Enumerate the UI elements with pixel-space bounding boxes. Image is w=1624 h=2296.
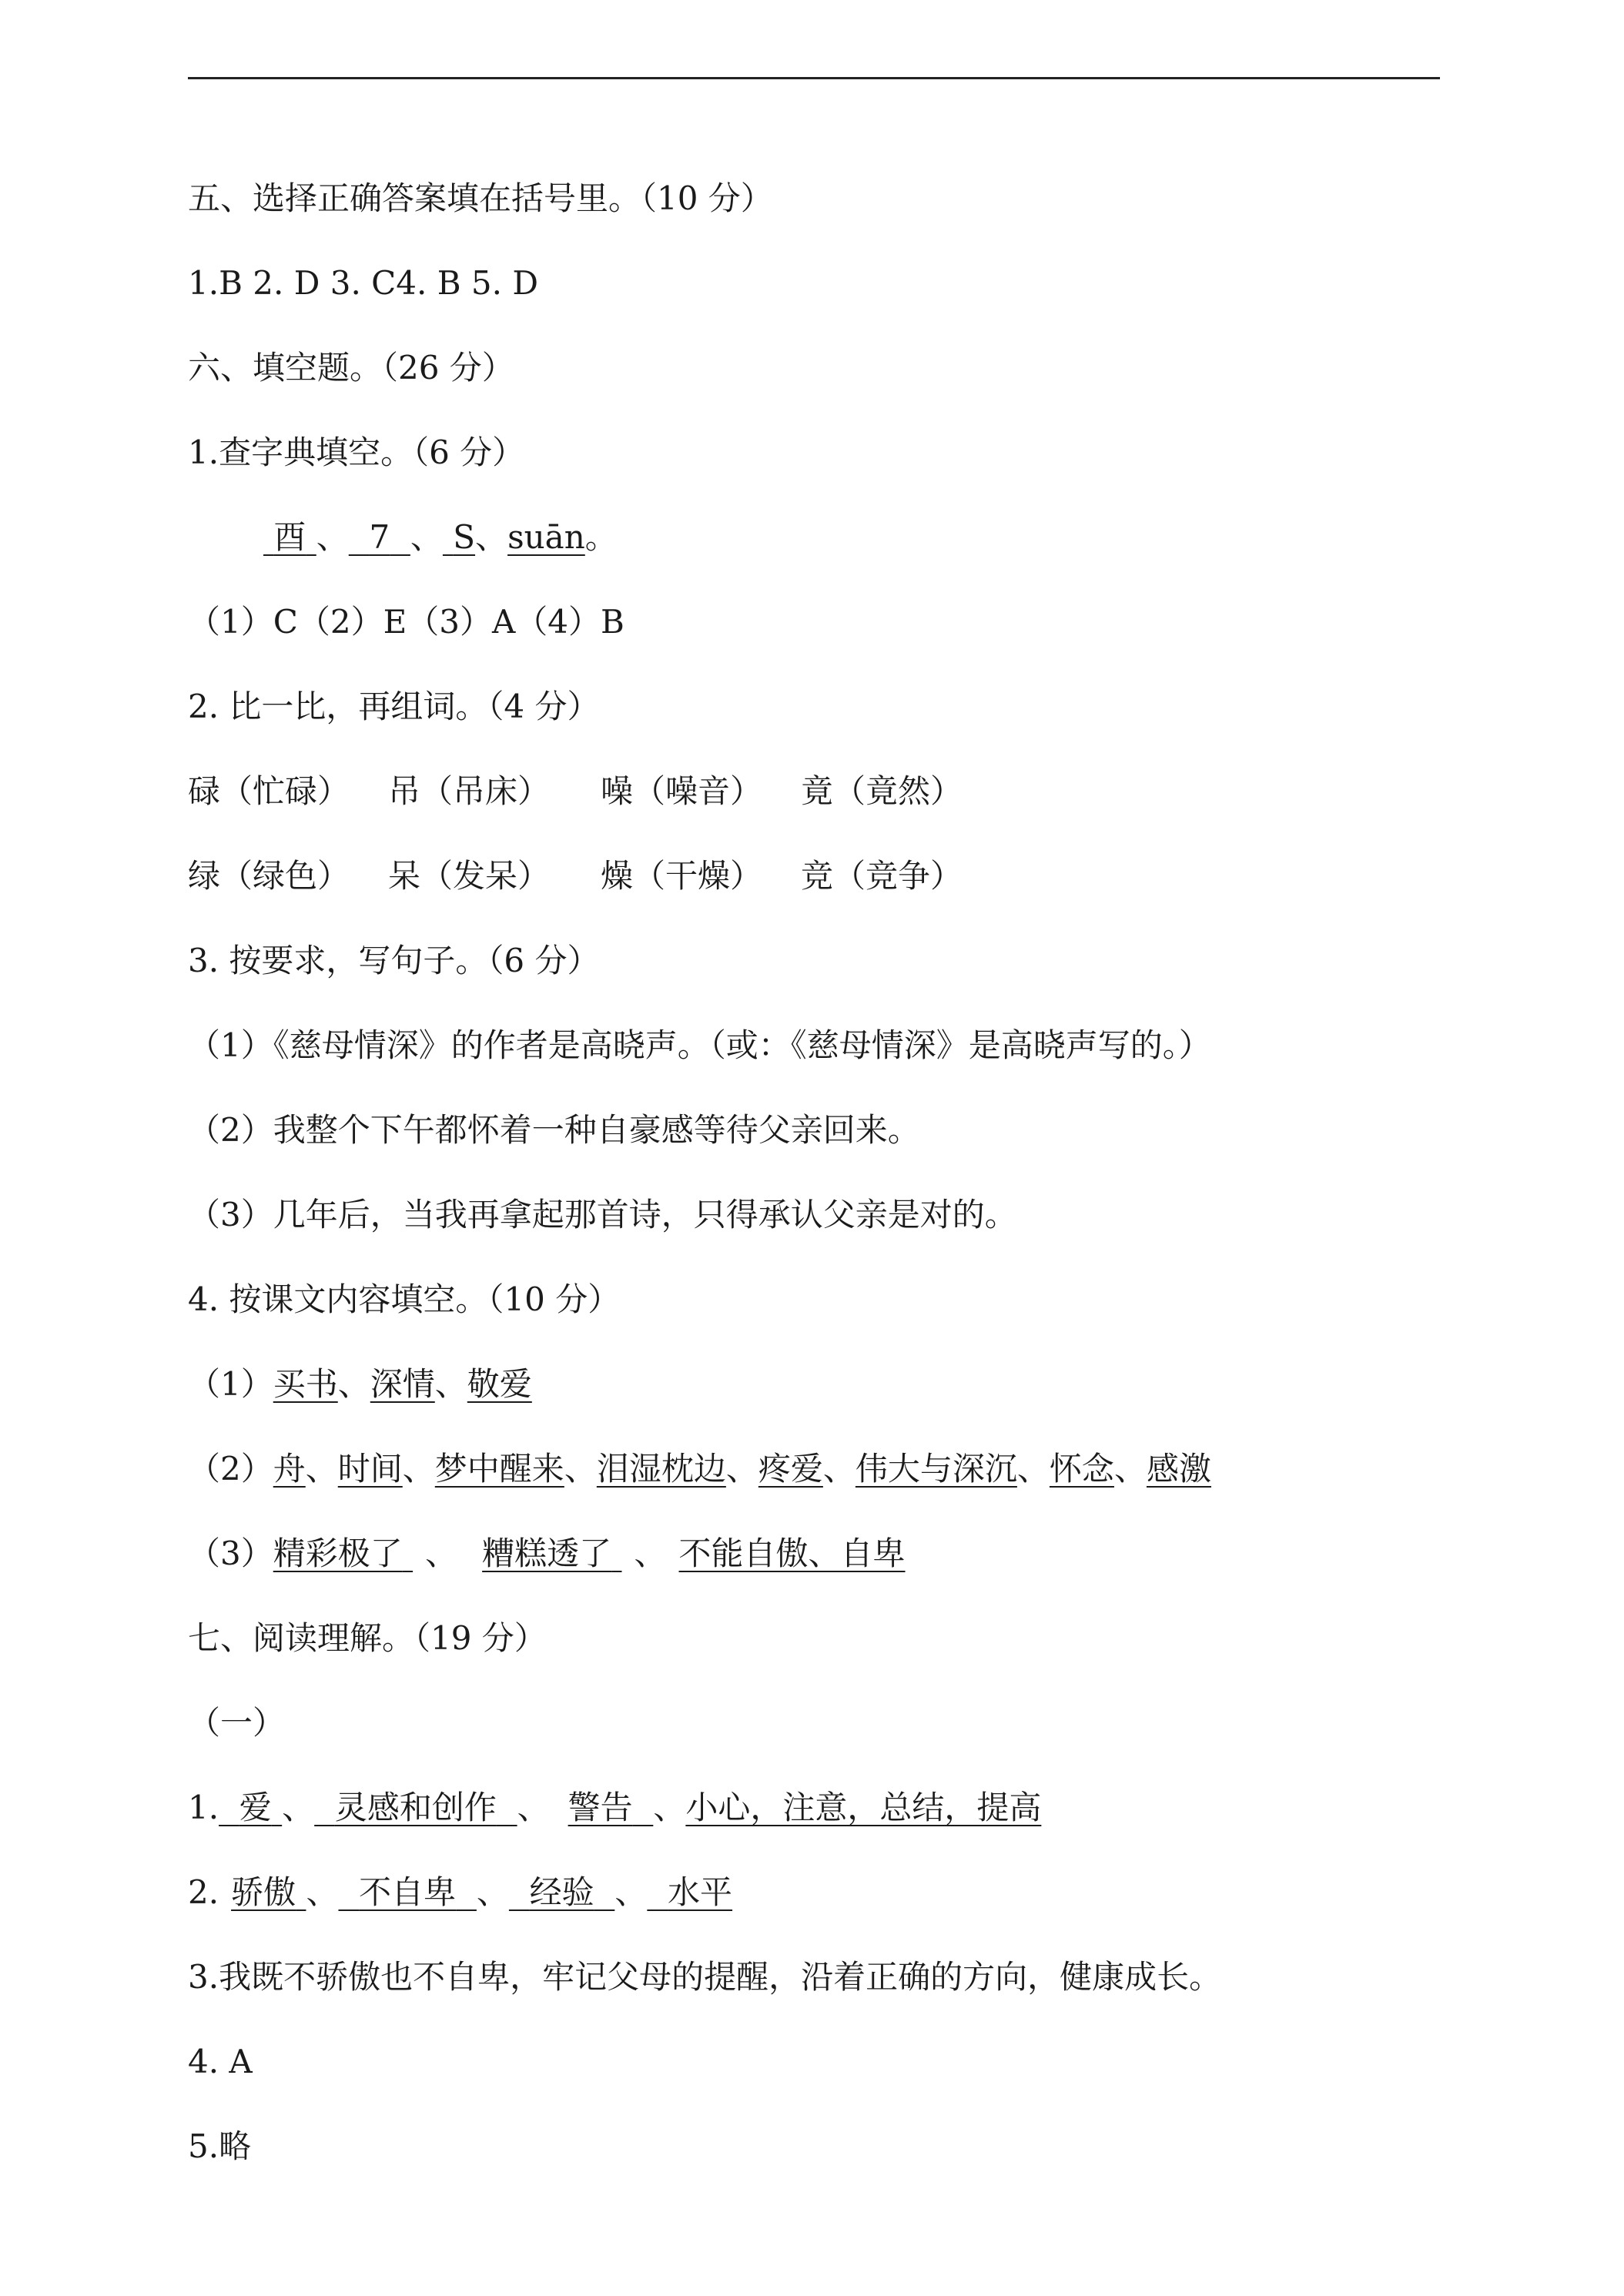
word-pair: 碌（忙碌） [188,772,350,810]
q2-title: 2. 比一比，再组词。（4 分） [188,688,600,725]
blank-radical: 酉 [273,518,306,556]
filled-blank: 深情 [370,1365,435,1403]
reading-q4: 4. A [188,2043,253,2080]
q1-answers: （1）C（2）E（3）A（4）B [188,603,624,641]
section-7-title: 七、阅读理解。（19 分） [188,1619,547,1657]
filled-blank: 不自卑 [359,1873,457,1911]
filled-blank: 感激 [1146,1450,1211,1488]
filled-blank: 小心，注意，总结，提高 [685,1789,1042,1826]
filled-blank: 经验 [529,1873,594,1911]
filled-blank: 水平 [668,1873,733,1911]
q3-title: 3. 按要求，写句子。（6 分） [188,942,600,979]
word-pair: 噪（噪音） [601,772,763,810]
q4-row-2: （2）舟、时间、梦中醒来、泪湿枕边、疼爱、伟大与深沉、怀念、感激 [188,1450,1211,1488]
q4-row-3: （3）精彩极了 、 糟糕透了 、 不能自傲、自卑 [188,1535,906,1572]
filled-blank: 爱 [239,1789,272,1826]
reading-q1-row: 1. 爱 、 灵感和创作 、 警告 、小心，注意，总结，提高 [188,1789,1042,1826]
blank-pinyin: suān [507,518,585,556]
q4-row-1: （1）买书、深情、敬爱 [188,1365,532,1403]
filled-blank: 敬爱 [467,1365,532,1403]
q2-row-2 [188,853,963,899]
filled-blank: 怀念 [1049,1450,1114,1488]
section-5-answers: 1.B 2. D 3. C4. B 5. D [188,264,539,302]
reading-q3: 3.我既不骄傲也不自卑，牢记父母的提醒，沿着正确的方向，健康成长。 [188,1958,1222,1996]
filled-blank: 买书 [273,1365,338,1403]
reading-q2-row: 2. 骄傲 、 不自卑 、 经验 、 水平 [188,1873,733,1911]
word-pair: 呆（发呆） [388,857,551,895]
filled-blank: 灵感和创作 [334,1789,497,1826]
q2-row-1 [188,768,963,815]
q1-title: 1.查字典填空。（6 分） [188,433,525,471]
word-pair: 吊（吊床） [388,772,551,810]
q4-title: 4. 按课文内容填空。（10 分） [188,1280,621,1318]
section-6-title: 六、填空题。（26 分） [188,349,514,387]
q3-answer-2: （2）我整个下午都怀着一种自豪感等待父亲回来。 [188,1111,920,1149]
filled-blank: 糟糕透了 [482,1535,612,1572]
filled-blank: 警告 [568,1789,633,1826]
q1-blanks-row: 酉 、 7 、 S、suān。 [263,514,618,561]
reading-q5: 5.略 [188,2127,252,2165]
filled-blank: 时间 [337,1450,403,1488]
reading-part-1: （一） [188,1704,286,1742]
filled-blank: 精彩极了 [273,1535,403,1572]
word-pair: 竟（竟然） [801,772,963,810]
q3-answer-1: （1）《慈母情深》的作者是高晓声。（或：《慈母情深》是高晓声写的。） [188,1026,1211,1064]
word-pair: 绿（绿色） [188,857,350,895]
filled-blank: 不能自傲、自卑 [678,1535,906,1572]
word-pair: 燥（干燥） [601,857,763,895]
filled-blank: 伟大与深沉 [855,1450,1017,1488]
filled-blank: 疼爱 [758,1450,823,1488]
filled-blank: 泪湿枕边 [596,1450,726,1488]
section-5-title: 五、选择正确答案填在括号里。（10 分） [188,179,773,217]
filled-blank: 舟 [273,1450,306,1488]
filled-blank: 梦中醒来 [434,1450,564,1488]
filled-blank: 骄傲 [231,1873,296,1911]
blank-letter: S [453,518,476,556]
header-rule [188,77,1440,79]
word-pair: 竞（竞争） [801,857,963,895]
q3-answer-3: （3）几年后，当我再拿起那首诗，只得承认父亲是对的。 [188,1196,1017,1233]
blank-stroke-count: 7 [369,518,390,556]
